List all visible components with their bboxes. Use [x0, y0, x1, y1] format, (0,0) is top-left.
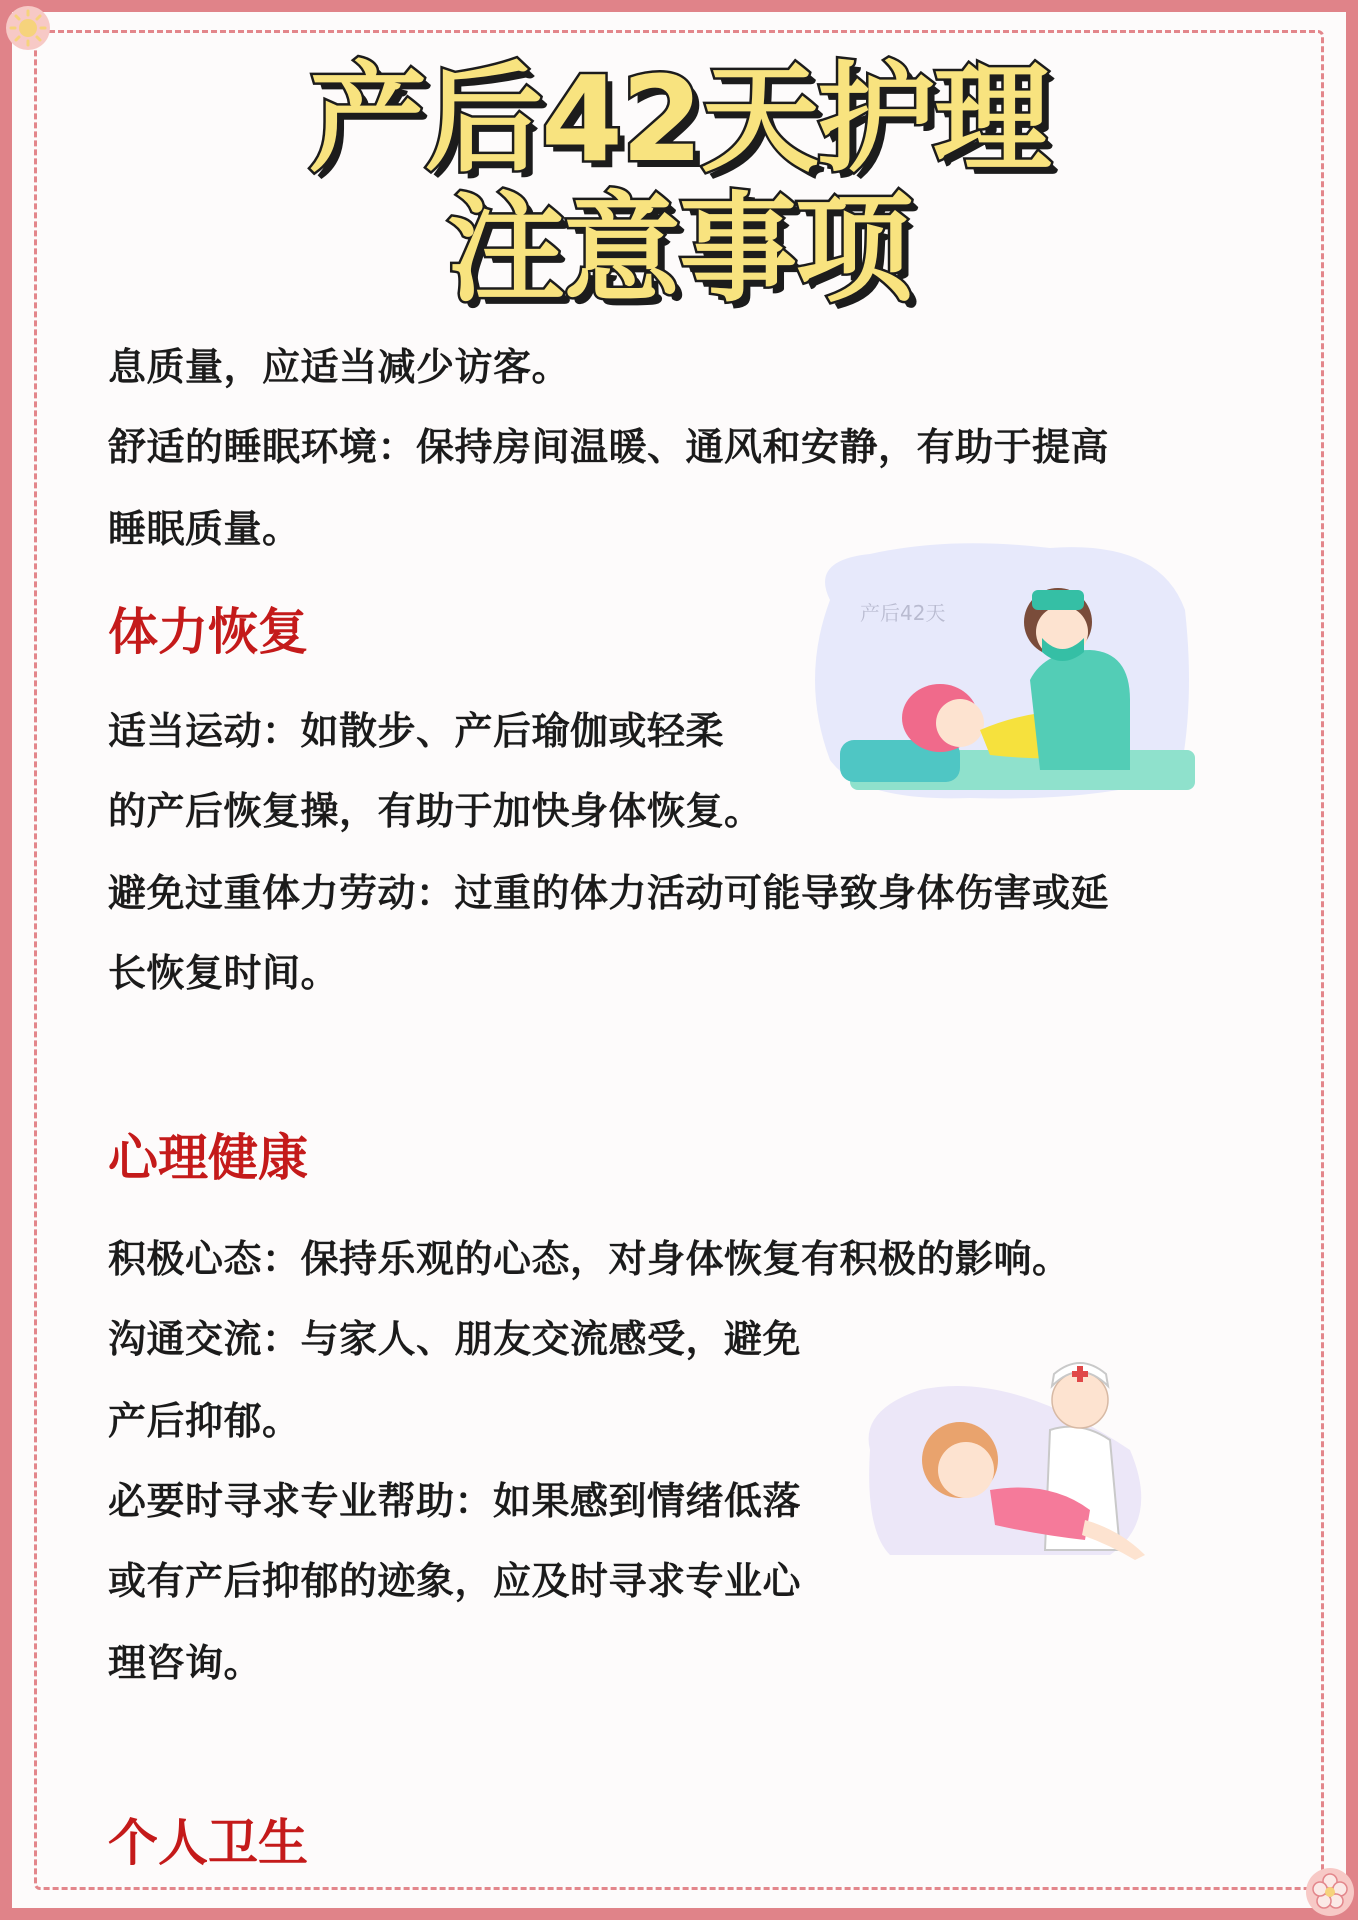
mental-text-line2: 沟通交流：与家人、朋友交流感受，避免 — [108, 1317, 802, 1361]
massage-illustration — [800, 540, 1195, 810]
physical-text-line3: 避免过重体力劳动：过重的体力活动可能导致身体伤害或延 — [108, 871, 1110, 915]
mental-text-line1: 积极心态：保持乐观的心态，对身体恢复有积极的影响。 — [108, 1237, 1071, 1281]
page-title-line1: 产后42天护理 — [308, 50, 1050, 188]
physical-text-line4: 长恢复时间。 — [108, 951, 340, 995]
mental-text-line5: 或有产后抑郁的迹象，应及时寻求专业心 — [108, 1559, 802, 1603]
physical-text-line1: 适当运动：如散步、产后瑜伽或轻柔 — [108, 709, 725, 753]
nurse-illustration — [860, 1330, 1160, 1560]
physical-heading: 体力恢复 — [108, 603, 308, 661]
mental-heading: 心理健康 — [108, 1129, 308, 1187]
mental-text-line4: 必要时寻求专业帮助：如果感到情绪低落 — [108, 1479, 802, 1523]
flower-icon — [1278, 1840, 1358, 1920]
physical-text-line2: 的产后恢复操，有助于加快身体恢复。 — [108, 789, 763, 833]
hygiene-heading: 个人卫生 — [108, 1814, 308, 1872]
mental-text-line6: 理咨询。 — [108, 1641, 263, 1685]
mental-text-line3: 产后抑郁。 — [108, 1399, 301, 1443]
page-title-line2: 注意事项 — [446, 180, 911, 318]
sleep-text-line2: 舒适的睡眠环境：保持房间温暖、通风和安静，有助于提高 — [108, 425, 1110, 469]
sleep-text-line1: 息质量，应适当减少访客。 — [108, 345, 571, 389]
illustration-caption: 产后42天 — [860, 601, 946, 625]
sleep-text-line3: 睡眠质量。 — [108, 507, 301, 551]
